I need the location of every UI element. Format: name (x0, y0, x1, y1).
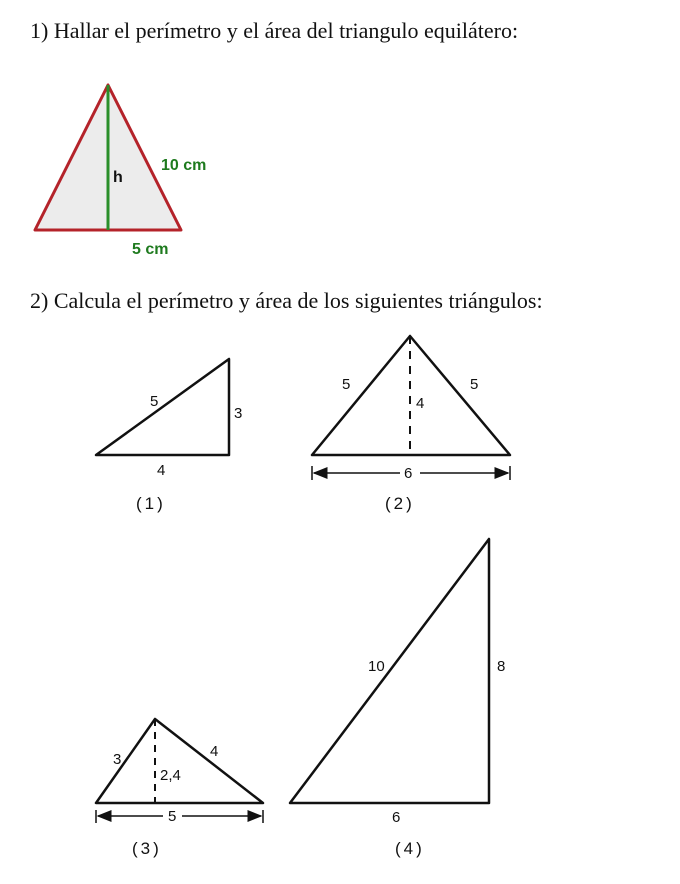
triangle-1-hypotenuse-label: 5 (150, 393, 159, 410)
triangle-4-base-label: 6 (392, 809, 401, 826)
triangle-3-height-label: 2,4 (160, 767, 181, 784)
triangle-2-figure (312, 336, 510, 513)
equilateral-triangle-figure (35, 85, 206, 258)
triangle-1-height-label: 3 (234, 405, 243, 422)
triangle-2-left-label: 5 (342, 376, 351, 393)
triangle-2-right-label: 5 (470, 376, 479, 393)
triangle-1 (96, 359, 229, 455)
triangle-3-left-label: 3 (113, 751, 122, 768)
half-base-label: 5 cm (132, 241, 169, 258)
triangle-4 (290, 539, 489, 803)
triangle-2-caption: (2) (385, 494, 415, 513)
triangle-3-figure (96, 719, 263, 858)
triangle-4-figure (290, 539, 505, 858)
side-label: 10 cm (161, 157, 207, 174)
triangle-3-right-label: 4 (210, 743, 219, 760)
question-2-text: 2) Calcula el perímetro y área de los siguientes triángulos: (30, 288, 543, 313)
triangle-4-caption: (4) (395, 839, 425, 858)
triangle-4-height-label: 8 (497, 658, 506, 675)
triangle-2-base-label: 6 (404, 465, 413, 482)
triangle-1-figure (96, 359, 242, 513)
triangle-4-hypotenuse-label: 10 (368, 658, 385, 675)
triangle-1-caption: (1) (136, 494, 166, 513)
triangle-3-caption: (3) (132, 839, 162, 858)
triangle-1-base-label: 4 (157, 462, 166, 479)
question-1-text: 1) Hallar el perímetro y el área del triangulo equilátero: (30, 18, 519, 43)
triangle-3-base-label: 5 (168, 808, 177, 825)
height-label: h (113, 169, 123, 186)
triangle-2-height-label: 4 (416, 395, 425, 412)
